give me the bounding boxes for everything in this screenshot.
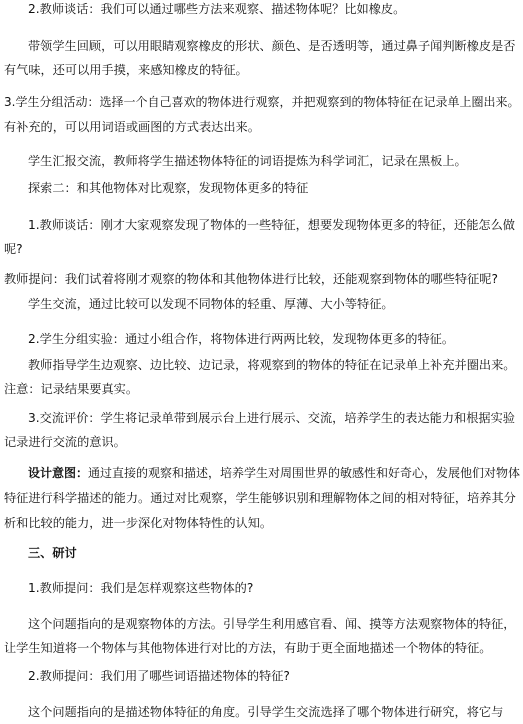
- text-line: 有气味，还可以用手摸，来感知橡皮的特征。: [4, 63, 248, 77]
- text-line: 2.教师谈话：我们可以通过哪些方法来观察、描述物体呢？比如橡皮。: [28, 2, 406, 16]
- text-line: 学生交流，通过比较可以发现不同物体的轻重、厚薄、大小等特征。: [28, 297, 394, 311]
- design-intent-label: 设计意图：: [28, 466, 89, 480]
- text-line: 析和比较的能力，进一步深化对物体特性的认知。: [4, 516, 273, 530]
- text-line: 学生汇报交流，教师将学生描述物体特征的词语提炼为科学词汇，记录在黑板上。: [28, 154, 467, 168]
- text-line: 呢?: [4, 242, 23, 256]
- text-line: 3.学生分组活动：选择一个自己喜欢的物体进行观察，并把观察到的物体特征在记录单上圈出来。: [4, 95, 520, 109]
- text-line: 特征进行科学描述的能力。通过对比观察，学生能够识别和理解物体之间的相对特征，培养其分: [4, 491, 516, 505]
- text-line: 2.学生分组实验：通过小组合作，将物体进行两两比较，发现物体更多的特征。: [28, 332, 455, 346]
- text-line: 教师指导学生边观察、边比较、边记录，将观察到的物体的特征在记录单上补充并圈出来。: [28, 358, 516, 372]
- design-intent-paragraph: [28, 465, 520, 481]
- text-line: 通过直接的观察和描述，培养学生对周围世界的敏感性和好奇心，发展他们对物体: [88, 466, 521, 480]
- text-line: 记录进行交流的意识。: [4, 435, 126, 449]
- text-line: 1.教师谈话：刚才大家观察发现了物体的一些特征，想要发现物体更多的特征，还能怎么做: [28, 218, 515, 232]
- section-heading: 三、研讨: [28, 546, 77, 560]
- text-line: 有补充的，可以用词语或画图的方式表达出来。: [4, 120, 260, 134]
- text-line: 这个问题指向的是观察物体的方法。引导学生利用感官看、闻、摸等方法观察物体的特征，: [28, 617, 516, 631]
- text-line: 1.教师提问：我们是怎样观察这些物体的?: [28, 581, 254, 595]
- text-line: 3.交流评价：学生将记录单带到展示台上进行展示、交流，培养学生的表达能力和根据实验: [28, 411, 515, 425]
- text-line: 让学生知道将一个物体与其他物体进行对比的方法，有助于更全面地描述一个物体的特征。: [4, 641, 492, 655]
- text-line: 这个问题指向的是描述物体特征的角度。引导学生交流选择了哪个物体进行研究，将它与: [28, 705, 504, 719]
- text-line: 探索二：和其他物体对比观察，发现物体更多的特征: [28, 181, 309, 195]
- text-line: 带领学生回顾，可以用眼睛观察橡皮的形状、颜色、是否透明等，通过鼻子闻判断橡皮是否: [28, 39, 516, 53]
- text-line: 注意：记录结果要真实。: [4, 382, 139, 396]
- text-line: 教师提问：我们试着将刚才观察的物体和其他物体进行比较，还能观察到物体的哪些特征呢?: [4, 272, 498, 286]
- text-line: 2.教师提问：我们用了哪些词语描述物体的特征?: [28, 669, 290, 683]
